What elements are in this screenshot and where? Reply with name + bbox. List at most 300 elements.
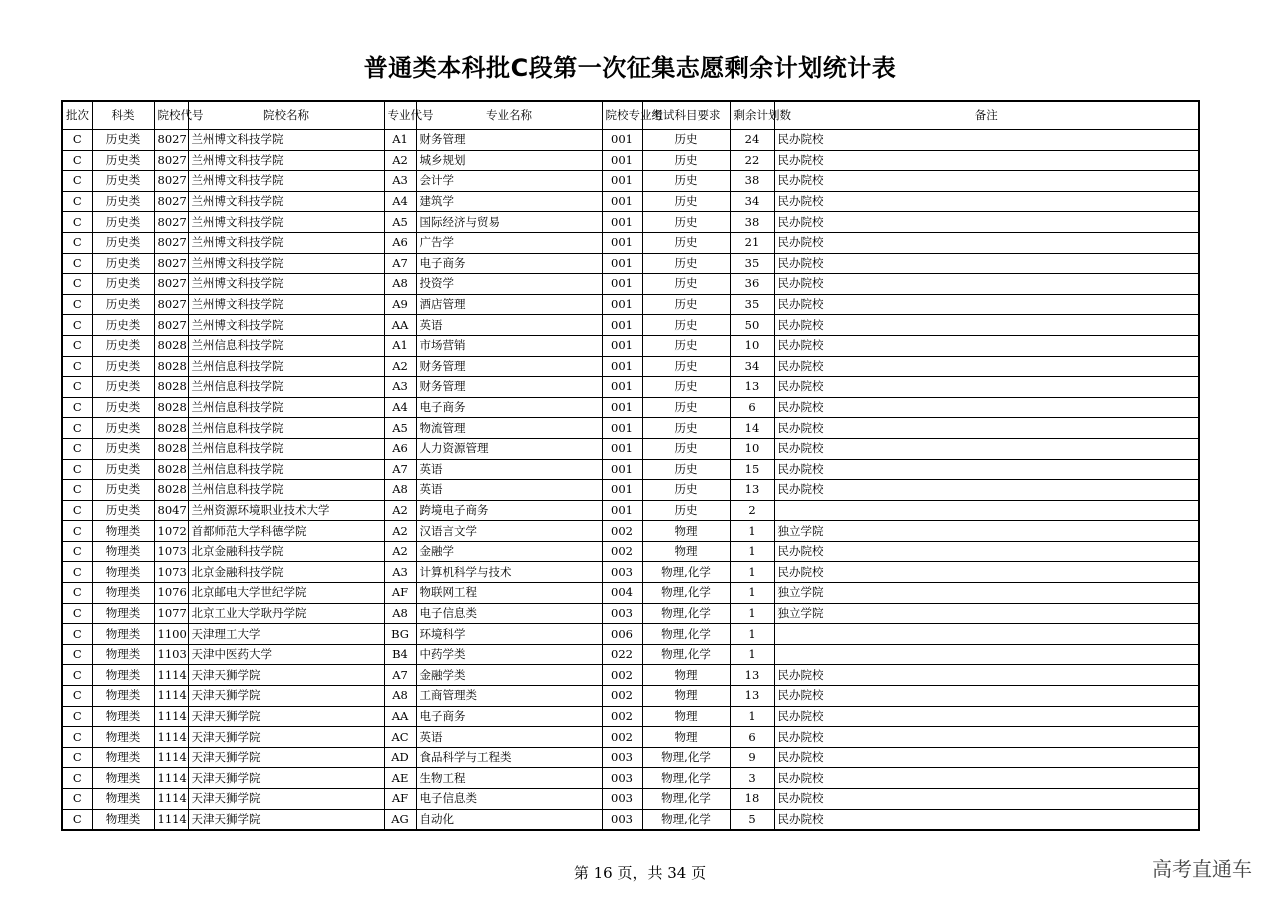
table-row <box>62 315 1199 336</box>
watermark: 高考直通车 <box>1152 857 1252 881</box>
table-cell: AF <box>384 789 416 810</box>
table-cell: 1114 <box>154 768 188 789</box>
table-cell: 001 <box>602 480 642 501</box>
table-cell: 生物工程 <box>416 768 602 789</box>
table-cell: 001 <box>602 438 642 459</box>
table-cell: 8028 <box>154 480 188 501</box>
table-cell: 民办院校 <box>774 686 1199 707</box>
table-cell: 历史类 <box>92 274 154 295</box>
table-cell: AD <box>384 747 416 768</box>
table-cell: 物理类 <box>92 686 154 707</box>
table-cell: A1 <box>384 130 416 151</box>
table-cell: 历史类 <box>92 418 154 439</box>
table-cell <box>774 644 1199 665</box>
table-cell: 投资学 <box>416 274 602 295</box>
table-row <box>62 747 1199 768</box>
table-cell: 天津天狮学院 <box>188 747 384 768</box>
table-cell: A2 <box>384 356 416 377</box>
table-cell: 民办院校 <box>774 747 1199 768</box>
table-header-row <box>62 101 1199 130</box>
table-cell: 35 <box>730 253 774 274</box>
table-row <box>62 130 1199 151</box>
page-number: 第 16 页，共 34 页 <box>573 864 707 882</box>
table-cell: 004 <box>602 583 642 604</box>
table-cell: C <box>62 583 92 604</box>
table-row <box>62 583 1199 604</box>
table-cell: 自动化 <box>416 809 602 830</box>
table-cell: 兰州博文科技学院 <box>188 150 384 171</box>
table-cell: 天津理工大学 <box>188 624 384 645</box>
table-cell: 北京金融科技学院 <box>188 562 384 583</box>
table-cell: 历史 <box>642 356 730 377</box>
table-cell: 民办院校 <box>774 253 1199 274</box>
table-cell: 8027 <box>154 274 188 295</box>
table-cell: 金融学 <box>416 541 602 562</box>
table-cell: 兰州博文科技学院 <box>188 171 384 192</box>
table-cell: 兰州博文科技学院 <box>188 212 384 233</box>
table-cell: 物理 <box>642 727 730 748</box>
table-cell: 8027 <box>154 171 188 192</box>
table-row <box>62 768 1199 789</box>
table-cell: 003 <box>602 603 642 624</box>
table-cell: 8027 <box>154 253 188 274</box>
table-cell: 10 <box>730 438 774 459</box>
table-cell: 电子信息类 <box>416 603 602 624</box>
table-cell: 工商管理类 <box>416 686 602 707</box>
table-cell: 1114 <box>154 747 188 768</box>
table-row <box>62 418 1199 439</box>
table-cell: 001 <box>602 171 642 192</box>
table-cell: 003 <box>602 789 642 810</box>
table-cell: 首都师范大学科德学院 <box>188 521 384 542</box>
table-cell: 1 <box>730 583 774 604</box>
table-cell: 001 <box>602 459 642 480</box>
table-cell: 独立学院 <box>774 583 1199 604</box>
table-cell: 民办院校 <box>774 377 1199 398</box>
table-cell: 民办院校 <box>774 459 1199 480</box>
table-cell: 英语 <box>416 315 602 336</box>
table-cell: 18 <box>730 789 774 810</box>
table-cell: 兰州博文科技学院 <box>188 315 384 336</box>
table-cell: AE <box>384 768 416 789</box>
table-cell: 历史类 <box>92 232 154 253</box>
table-cell: A2 <box>384 521 416 542</box>
table-cell: 006 <box>602 624 642 645</box>
table-cell: 003 <box>602 562 642 583</box>
table-cell: 兰州博文科技学院 <box>188 274 384 295</box>
table-cell: 历史类 <box>92 191 154 212</box>
table-cell: 兰州信息科技学院 <box>188 377 384 398</box>
table-cell: C <box>62 603 92 624</box>
table-cell: 天津中医药大学 <box>188 644 384 665</box>
table-cell: A7 <box>384 665 416 686</box>
table-cell: A7 <box>384 253 416 274</box>
table-cell: 8028 <box>154 438 188 459</box>
table-row <box>62 212 1199 233</box>
table-cell: 001 <box>602 150 642 171</box>
table-cell: 历史 <box>642 274 730 295</box>
table-cell: AC <box>384 727 416 748</box>
table-row <box>62 397 1199 418</box>
table-cell: C <box>62 665 92 686</box>
table-cell: AA <box>384 706 416 727</box>
table-cell: C <box>62 480 92 501</box>
table-cell: 物理 <box>642 541 730 562</box>
table-cell: C <box>62 232 92 253</box>
table-cell: 历史类 <box>92 171 154 192</box>
table-cell: A2 <box>384 500 416 521</box>
table-cell: 36 <box>730 274 774 295</box>
table-cell: A6 <box>384 438 416 459</box>
table-cell: C <box>62 644 92 665</box>
table-cell: 兰州博文科技学院 <box>188 294 384 315</box>
table-cell: 1 <box>730 603 774 624</box>
table-cell: 001 <box>602 212 642 233</box>
table-cell: 天津天狮学院 <box>188 768 384 789</box>
table-cell: 002 <box>602 686 642 707</box>
table-cell: 8027 <box>154 232 188 253</box>
table-cell: C <box>62 459 92 480</box>
table-cell: C <box>62 706 92 727</box>
table-cell: 英语 <box>416 480 602 501</box>
plan-table <box>61 100 1200 831</box>
table-cell: 003 <box>602 747 642 768</box>
table-cell: 会计学 <box>416 171 602 192</box>
table-cell: A3 <box>384 171 416 192</box>
table-cell: 天津天狮学院 <box>188 727 384 748</box>
table-row <box>62 335 1199 356</box>
table-cell: C <box>62 624 92 645</box>
table-cell: 001 <box>602 274 642 295</box>
table-cell: 13 <box>730 377 774 398</box>
table-cell: 1114 <box>154 727 188 748</box>
table-cell <box>774 500 1199 521</box>
table-cell: 历史类 <box>92 294 154 315</box>
table-cell: 民办院校 <box>774 789 1199 810</box>
table-cell: 民办院校 <box>774 294 1199 315</box>
table-cell: 物理类 <box>92 644 154 665</box>
table-row <box>62 459 1199 480</box>
table-cell: A2 <box>384 541 416 562</box>
table-cell: 001 <box>602 232 642 253</box>
table-cell: 13 <box>730 665 774 686</box>
table-cell: 财务管理 <box>416 356 602 377</box>
table-cell: 兰州信息科技学院 <box>188 438 384 459</box>
table-cell: 8028 <box>154 335 188 356</box>
table-cell: 1076 <box>154 583 188 604</box>
table-cell: A8 <box>384 480 416 501</box>
table-cell: A9 <box>384 294 416 315</box>
table-row <box>62 377 1199 398</box>
table-cell: 物理类 <box>92 562 154 583</box>
table-cell: 历史 <box>642 130 730 151</box>
table-cell: 市场营销 <box>416 335 602 356</box>
table-cell: 8028 <box>154 356 188 377</box>
table-cell: A1 <box>384 335 416 356</box>
table-cell: 汉语言文学 <box>416 521 602 542</box>
table-cell: 电子商务 <box>416 397 602 418</box>
table-row <box>62 171 1199 192</box>
table-cell: 金融学类 <box>416 665 602 686</box>
page-title: 普通类本科批C段第一次征集志愿剩余计划统计表 <box>363 54 897 82</box>
table-cell: 001 <box>602 253 642 274</box>
table-cell: 10 <box>730 335 774 356</box>
table-cell: 物理,化学 <box>642 624 730 645</box>
table-cell: 历史类 <box>92 438 154 459</box>
table-cell: 兰州博文科技学院 <box>188 253 384 274</box>
table-cell: C <box>62 130 92 151</box>
table-cell: 兰州信息科技学院 <box>188 480 384 501</box>
table-cell: 002 <box>602 665 642 686</box>
table-cell: 民办院校 <box>774 171 1199 192</box>
table-cell: 计算机科学与技术 <box>416 562 602 583</box>
table-cell: 1100 <box>154 624 188 645</box>
table-cell: 物理类 <box>92 624 154 645</box>
table-cell: 民办院校 <box>774 768 1199 789</box>
table-cell: 14 <box>730 418 774 439</box>
table-cell: 物理类 <box>92 665 154 686</box>
table-cell: 民办院校 <box>774 706 1199 727</box>
table-cell: 食品科学与工程类 <box>416 747 602 768</box>
table-cell: 天津天狮学院 <box>188 809 384 830</box>
table-cell: 民办院校 <box>774 315 1199 336</box>
table-cell: 8028 <box>154 377 188 398</box>
table-cell: 9 <box>730 747 774 768</box>
table-row <box>62 706 1199 727</box>
table-cell: 兰州博文科技学院 <box>188 130 384 151</box>
table-cell: 历史类 <box>92 459 154 480</box>
table-cell: C <box>62 521 92 542</box>
table-cell: 民办院校 <box>774 130 1199 151</box>
table-cell: 1114 <box>154 706 188 727</box>
table-cell: AF <box>384 583 416 604</box>
table-cell: 1114 <box>154 789 188 810</box>
table-cell: 北京工业大学耿丹学院 <box>188 603 384 624</box>
table-cell: 历史 <box>642 480 730 501</box>
table-cell: 电子商务 <box>416 253 602 274</box>
table-cell: C <box>62 809 92 830</box>
table-cell: A5 <box>384 212 416 233</box>
table-row <box>62 809 1199 830</box>
table-cell: 001 <box>602 418 642 439</box>
table-row <box>62 562 1199 583</box>
table-cell: 独立学院 <box>774 521 1199 542</box>
table-cell: 历史 <box>642 171 730 192</box>
table-cell: 跨境电子商务 <box>416 500 602 521</box>
table-cell: 历史类 <box>92 150 154 171</box>
table-cell: 历史 <box>642 315 730 336</box>
table-cell: 1 <box>730 706 774 727</box>
table-cell: 8027 <box>154 191 188 212</box>
table-cell: 历史 <box>642 500 730 521</box>
table-cell: 1 <box>730 624 774 645</box>
table-cell: 历史类 <box>92 315 154 336</box>
table-cell: 1114 <box>154 809 188 830</box>
table-cell: 1 <box>730 541 774 562</box>
table-cell: 北京金融科技学院 <box>188 541 384 562</box>
table-cell: 物理 <box>642 665 730 686</box>
table-cell: 6 <box>730 397 774 418</box>
table-cell: 历史类 <box>92 500 154 521</box>
table-cell: 34 <box>730 356 774 377</box>
table-cell: A4 <box>384 397 416 418</box>
table-cell: 历史 <box>642 191 730 212</box>
table-cell: C <box>62 727 92 748</box>
table-cell: 13 <box>730 480 774 501</box>
table-cell: 1 <box>730 562 774 583</box>
table-cell: 1114 <box>154 665 188 686</box>
table-cell: 历史 <box>642 232 730 253</box>
table-cell: 电子商务 <box>416 706 602 727</box>
table-row <box>62 253 1199 274</box>
table-row <box>62 480 1199 501</box>
table-cell: 1077 <box>154 603 188 624</box>
table-cell: 天津天狮学院 <box>188 789 384 810</box>
table-cell: 24 <box>730 130 774 151</box>
table-row <box>62 356 1199 377</box>
table-cell: 历史类 <box>92 253 154 274</box>
table-cell: 物理,化学 <box>642 768 730 789</box>
table-cell: 物理 <box>642 706 730 727</box>
table-cell: 003 <box>602 768 642 789</box>
table-cell: 历史 <box>642 397 730 418</box>
table-cell: 民办院校 <box>774 418 1199 439</box>
table-cell: 物理类 <box>92 706 154 727</box>
table-cell: C <box>62 191 92 212</box>
table-cell: 英语 <box>416 459 602 480</box>
table-cell: C <box>62 274 92 295</box>
table-cell: 兰州资源环境职业技术大学 <box>188 500 384 521</box>
table-cell: 人力资源管理 <box>416 438 602 459</box>
column-header: 院校代号 <box>154 101 188 130</box>
table-cell: 15 <box>730 459 774 480</box>
table-cell: 物理,化学 <box>642 562 730 583</box>
table-cell: 物理,化学 <box>642 644 730 665</box>
column-header: 院校名称 <box>188 101 384 130</box>
table-cell: 001 <box>602 191 642 212</box>
table-cell: 38 <box>730 171 774 192</box>
table-cell: A8 <box>384 274 416 295</box>
column-header: 批次 <box>62 101 92 130</box>
table-cell: 001 <box>602 500 642 521</box>
table-cell: C <box>62 500 92 521</box>
table-cell: 002 <box>602 706 642 727</box>
table-cell: 财务管理 <box>416 130 602 151</box>
table-cell: A3 <box>384 377 416 398</box>
table-cell: AG <box>384 809 416 830</box>
table-cell: 民办院校 <box>774 397 1199 418</box>
table-cell: 21 <box>730 232 774 253</box>
table-cell: 物理类 <box>92 603 154 624</box>
table-cell: 民办院校 <box>774 212 1199 233</box>
table-cell: 兰州博文科技学院 <box>188 232 384 253</box>
table-cell: 财务管理 <box>416 377 602 398</box>
table-cell: C <box>62 562 92 583</box>
table-cell: B4 <box>384 644 416 665</box>
table-cell: 天津天狮学院 <box>188 686 384 707</box>
table-cell: 历史 <box>642 459 730 480</box>
table-cell: 民办院校 <box>774 274 1199 295</box>
table-cell: A7 <box>384 459 416 480</box>
table-cell: 8028 <box>154 418 188 439</box>
table-cell: 001 <box>602 356 642 377</box>
table-cell: 8027 <box>154 130 188 151</box>
table-cell: 电子信息类 <box>416 789 602 810</box>
table-cell: 35 <box>730 294 774 315</box>
table-row <box>62 294 1199 315</box>
table-cell: 历史类 <box>92 212 154 233</box>
table-cell: 民办院校 <box>774 150 1199 171</box>
table-cell <box>774 624 1199 645</box>
column-header: 专业名称 <box>416 101 602 130</box>
table-cell: 环境科学 <box>416 624 602 645</box>
table-cell: 国际经济与贸易 <box>416 212 602 233</box>
table-cell: 历史 <box>642 150 730 171</box>
table-cell: C <box>62 253 92 274</box>
table-cell: 天津天狮学院 <box>188 665 384 686</box>
table-cell: AA <box>384 315 416 336</box>
table-cell: 002 <box>602 541 642 562</box>
column-header: 考试科目要求 <box>642 101 730 130</box>
table-cell: 物理,化学 <box>642 789 730 810</box>
table-row <box>62 665 1199 686</box>
table-cell: 物理类 <box>92 521 154 542</box>
table-cell: 34 <box>730 191 774 212</box>
table-cell: 物理类 <box>92 727 154 748</box>
table-cell: A4 <box>384 191 416 212</box>
table-cell: 8028 <box>154 459 188 480</box>
table-cell: 物理类 <box>92 583 154 604</box>
table-cell: 003 <box>602 809 642 830</box>
table-cell: A8 <box>384 686 416 707</box>
table-cell: C <box>62 789 92 810</box>
table-cell: 历史类 <box>92 397 154 418</box>
table-cell: 物理 <box>642 686 730 707</box>
table-cell: 兰州信息科技学院 <box>188 335 384 356</box>
table-cell: 民办院校 <box>774 191 1199 212</box>
table-cell: 英语 <box>416 727 602 748</box>
table-cell: C <box>62 747 92 768</box>
table-cell: 13 <box>730 686 774 707</box>
table-cell: 酒店管理 <box>416 294 602 315</box>
table-cell: 兰州信息科技学院 <box>188 418 384 439</box>
table-cell: 8027 <box>154 294 188 315</box>
table-cell: 民办院校 <box>774 438 1199 459</box>
table-cell: 8027 <box>154 150 188 171</box>
table-cell: 兰州信息科技学院 <box>188 356 384 377</box>
table-cell: A6 <box>384 232 416 253</box>
table-cell: A3 <box>384 562 416 583</box>
table-cell: C <box>62 686 92 707</box>
table-cell: 民办院校 <box>774 232 1199 253</box>
table-cell: 50 <box>730 315 774 336</box>
table-cell: 1072 <box>154 521 188 542</box>
table-cell: 1073 <box>154 562 188 583</box>
table-cell: 天津天狮学院 <box>188 706 384 727</box>
table-row <box>62 624 1199 645</box>
table-cell: 001 <box>602 377 642 398</box>
table-cell: 001 <box>602 130 642 151</box>
table-cell: 中药学类 <box>416 644 602 665</box>
table-cell: C <box>62 335 92 356</box>
table-cell: 民办院校 <box>774 809 1199 830</box>
table-cell: 2 <box>730 500 774 521</box>
table-cell: 22 <box>730 150 774 171</box>
table-cell: 历史 <box>642 377 730 398</box>
table-cell: C <box>62 397 92 418</box>
table-row <box>62 232 1199 253</box>
table-cell: 历史类 <box>92 480 154 501</box>
